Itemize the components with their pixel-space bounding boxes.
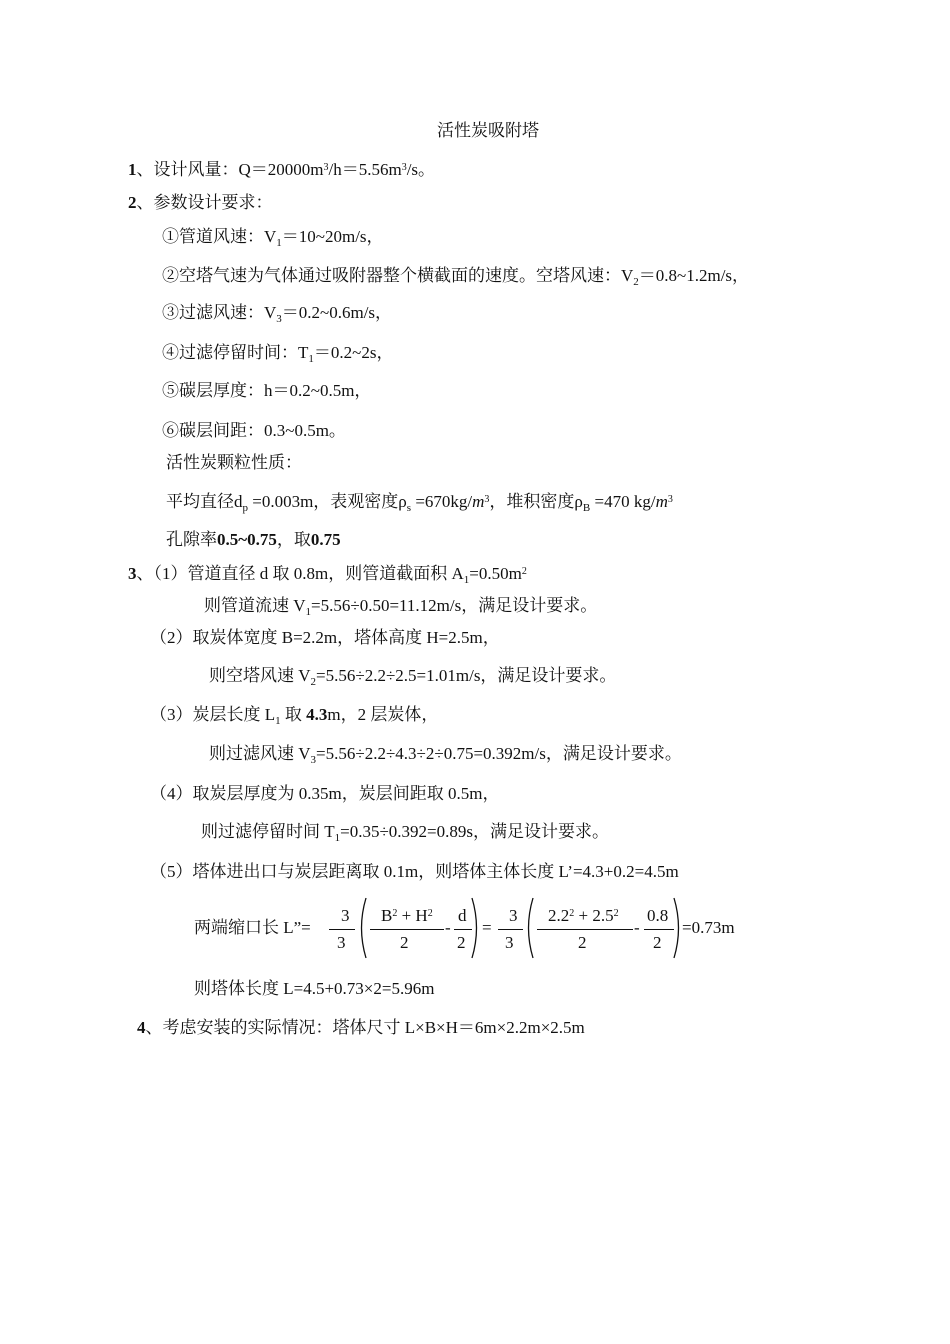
text: =0.003m，表观密度ρ <box>248 492 407 511</box>
text: 孔隙率 <box>166 530 217 549</box>
text: =0.35÷0.392=0.89s，满足设计要求。 <box>340 822 610 841</box>
left-paren <box>523 897 535 959</box>
text: 2.2 <box>548 906 570 925</box>
text: ＝0.2~2s， <box>313 343 394 362</box>
fraction-denominator: 3 <box>337 933 346 952</box>
calc-main-body-length: （5）塔体进出口与炭层距离取 0.1m，则塔体主体长度 L’=4.3+0.2=4.5m <box>150 862 679 881</box>
text: =5.56÷2.2÷2.5=1.01m/s，满足设计要求。 <box>316 666 617 685</box>
text: 则过滤停留时间 T <box>201 822 335 841</box>
fraction-numerator <box>381 906 433 926</box>
superscript: 2 <box>521 566 527 577</box>
superscript: 2 <box>392 908 398 919</box>
subscript: 1 <box>276 237 282 249</box>
section-number: 2 <box>128 193 137 212</box>
bold-value: 0.75 <box>310 530 341 549</box>
text: + H <box>397 906 428 925</box>
subscript: s <box>406 502 412 514</box>
section-2-heading <box>128 193 273 213</box>
fraction-bar <box>644 929 674 930</box>
subscript: 3 <box>276 313 282 325</box>
unit: m <box>472 492 485 511</box>
fraction-denominator: 3 <box>505 933 514 952</box>
requirement-carbon-spacing: ⑥碳层间距：0.3~0.5m。 <box>162 421 346 440</box>
formula-result: =0.73m <box>682 918 735 937</box>
superscript: 3 <box>667 494 673 505</box>
fraction-bar <box>329 929 355 930</box>
subscript: 1 <box>308 353 314 365</box>
requirement-residence-time <box>162 343 393 363</box>
subscript: 1 <box>463 574 470 586</box>
minus-sign: - <box>445 918 451 937</box>
bold-value: 0.5~0.75 <box>217 530 277 549</box>
text: 则过滤风速 V <box>209 744 311 763</box>
text: =0.50m <box>469 564 522 583</box>
text: B <box>381 906 393 925</box>
porosity-line <box>166 530 341 550</box>
section-number: 1 <box>128 160 137 179</box>
text: 则空塔风速 V <box>209 666 311 685</box>
text: 、考虑安装的实际情况：塔体尺寸 L×B×H＝6m×2.2m×2.5m <box>145 1018 585 1037</box>
superscript: 3 <box>484 494 490 505</box>
text: =470 kg/ <box>590 492 656 511</box>
superscript: 2 <box>569 908 575 919</box>
calc-residence-time <box>201 822 609 842</box>
fraction-bar <box>498 929 523 930</box>
subscript: 2 <box>633 276 639 288</box>
fraction-bar <box>370 929 444 930</box>
fraction-denominator: 2 <box>400 933 409 952</box>
calc-empty-tower-velocity <box>209 666 616 686</box>
page-title: 活性炭吸附塔 <box>437 121 539 140</box>
carbon-properties-heading: 活性炭颗粒性质： <box>166 453 302 472</box>
text: 、参数设计要求： <box>136 193 273 212</box>
text: m，2 层炭体， <box>327 705 439 724</box>
text: ③过滤风速：V <box>162 303 277 322</box>
subscript: 1 <box>305 606 312 618</box>
subscript: 1 <box>275 715 281 727</box>
requirement-empty-tower-velocity <box>162 266 749 286</box>
subscript: p <box>242 502 248 514</box>
fraction-numerator: d <box>458 906 467 925</box>
calc-total-length: 则塔体长度 L=4.5+0.73×2=5.96m <box>194 979 435 998</box>
requirement-filter-velocity <box>162 303 392 323</box>
right-paren <box>672 897 684 959</box>
superscript: 2 <box>613 908 619 919</box>
text: （3）炭层长度 L <box>150 705 276 724</box>
fraction-denominator: 2 <box>457 933 466 952</box>
text: ，堆积密度ρ <box>489 492 583 511</box>
fraction-numerator: 3 <box>509 906 518 925</box>
fraction-denominator: 2 <box>653 933 662 952</box>
subscript: 3 <box>310 754 317 766</box>
text: ，取 <box>276 530 311 549</box>
calc-carbon-length <box>150 705 438 725</box>
superscript: 3 <box>401 162 407 173</box>
text: 、（1）管道直径 d 取 0.8m，则管道截面积 A <box>136 564 464 583</box>
carbon-properties <box>166 492 673 512</box>
text: ＝0.2~0.6m/s， <box>281 303 393 322</box>
text: ＝0.8~1.2m/s， <box>638 266 750 285</box>
fraction-numerator: 3 <box>341 906 350 925</box>
superscript: 2 <box>427 908 433 919</box>
fraction-bar <box>454 929 472 930</box>
section-3-pipe-diameter <box>128 564 527 584</box>
fraction-bar <box>537 929 633 930</box>
text: + 2.5 <box>574 906 614 925</box>
left-paren <box>356 897 368 959</box>
right-paren <box>470 897 482 959</box>
subscript: 2 <box>310 676 317 688</box>
subscript: 1 <box>334 832 341 844</box>
requirement-pipe-velocity <box>162 227 384 247</box>
text: ①管道风速：V <box>162 227 277 246</box>
bold-value: 4.3 <box>306 705 328 724</box>
formula-label: 两端缩口长 L”= <box>194 918 311 937</box>
minus-sign: - <box>634 918 640 937</box>
text: =670kg/ <box>411 492 473 511</box>
section-4-final-dimensions <box>137 1018 585 1038</box>
text: /s。 <box>406 160 436 179</box>
text: 、设计风量：Q＝20000m <box>136 160 324 179</box>
section-number: 3 <box>128 564 137 583</box>
calc-body-dimensions: （2）取炭体宽度 B=2.2m，塔体高度 H=2.5m， <box>150 628 500 647</box>
text: 平均直径d <box>166 492 243 511</box>
text: ＝10~20m/s， <box>281 227 384 246</box>
superscript: 3 <box>323 162 329 173</box>
text: =5.56÷0.50=11.12m/s，满足设计要求。 <box>311 596 598 615</box>
unit: m <box>655 492 668 511</box>
fraction-numerator <box>548 906 619 926</box>
section-1-design-airflow <box>128 160 435 180</box>
requirement-carbon-thickness: ⑤碳层厚度：h＝0.2~0.5m， <box>162 381 372 400</box>
text: /h＝5.56m <box>328 160 402 179</box>
text: ②空塔气速为气体通过吸附器整个横截面的速度。空塔风速：V <box>162 266 634 285</box>
calc-pipe-velocity <box>204 596 597 616</box>
fraction-denominator: 2 <box>578 933 587 952</box>
text: =5.56÷2.2÷4.3÷2÷0.75=0.392m/s，满足设计要求。 <box>316 744 682 763</box>
calc-filter-velocity <box>209 744 682 764</box>
fraction-numerator: 0.8 <box>647 906 669 925</box>
calc-carbon-thickness: （4）取炭层厚度为 0.35m，炭层间距取 0.5m， <box>150 784 500 803</box>
section-number: 4 <box>137 1018 146 1037</box>
equals-sign: = <box>482 918 492 937</box>
subscript: B <box>582 502 591 514</box>
text: ④过滤停留时间：T <box>162 343 309 362</box>
text: 取 <box>280 705 307 724</box>
text: 则管道流速 V <box>204 596 306 615</box>
